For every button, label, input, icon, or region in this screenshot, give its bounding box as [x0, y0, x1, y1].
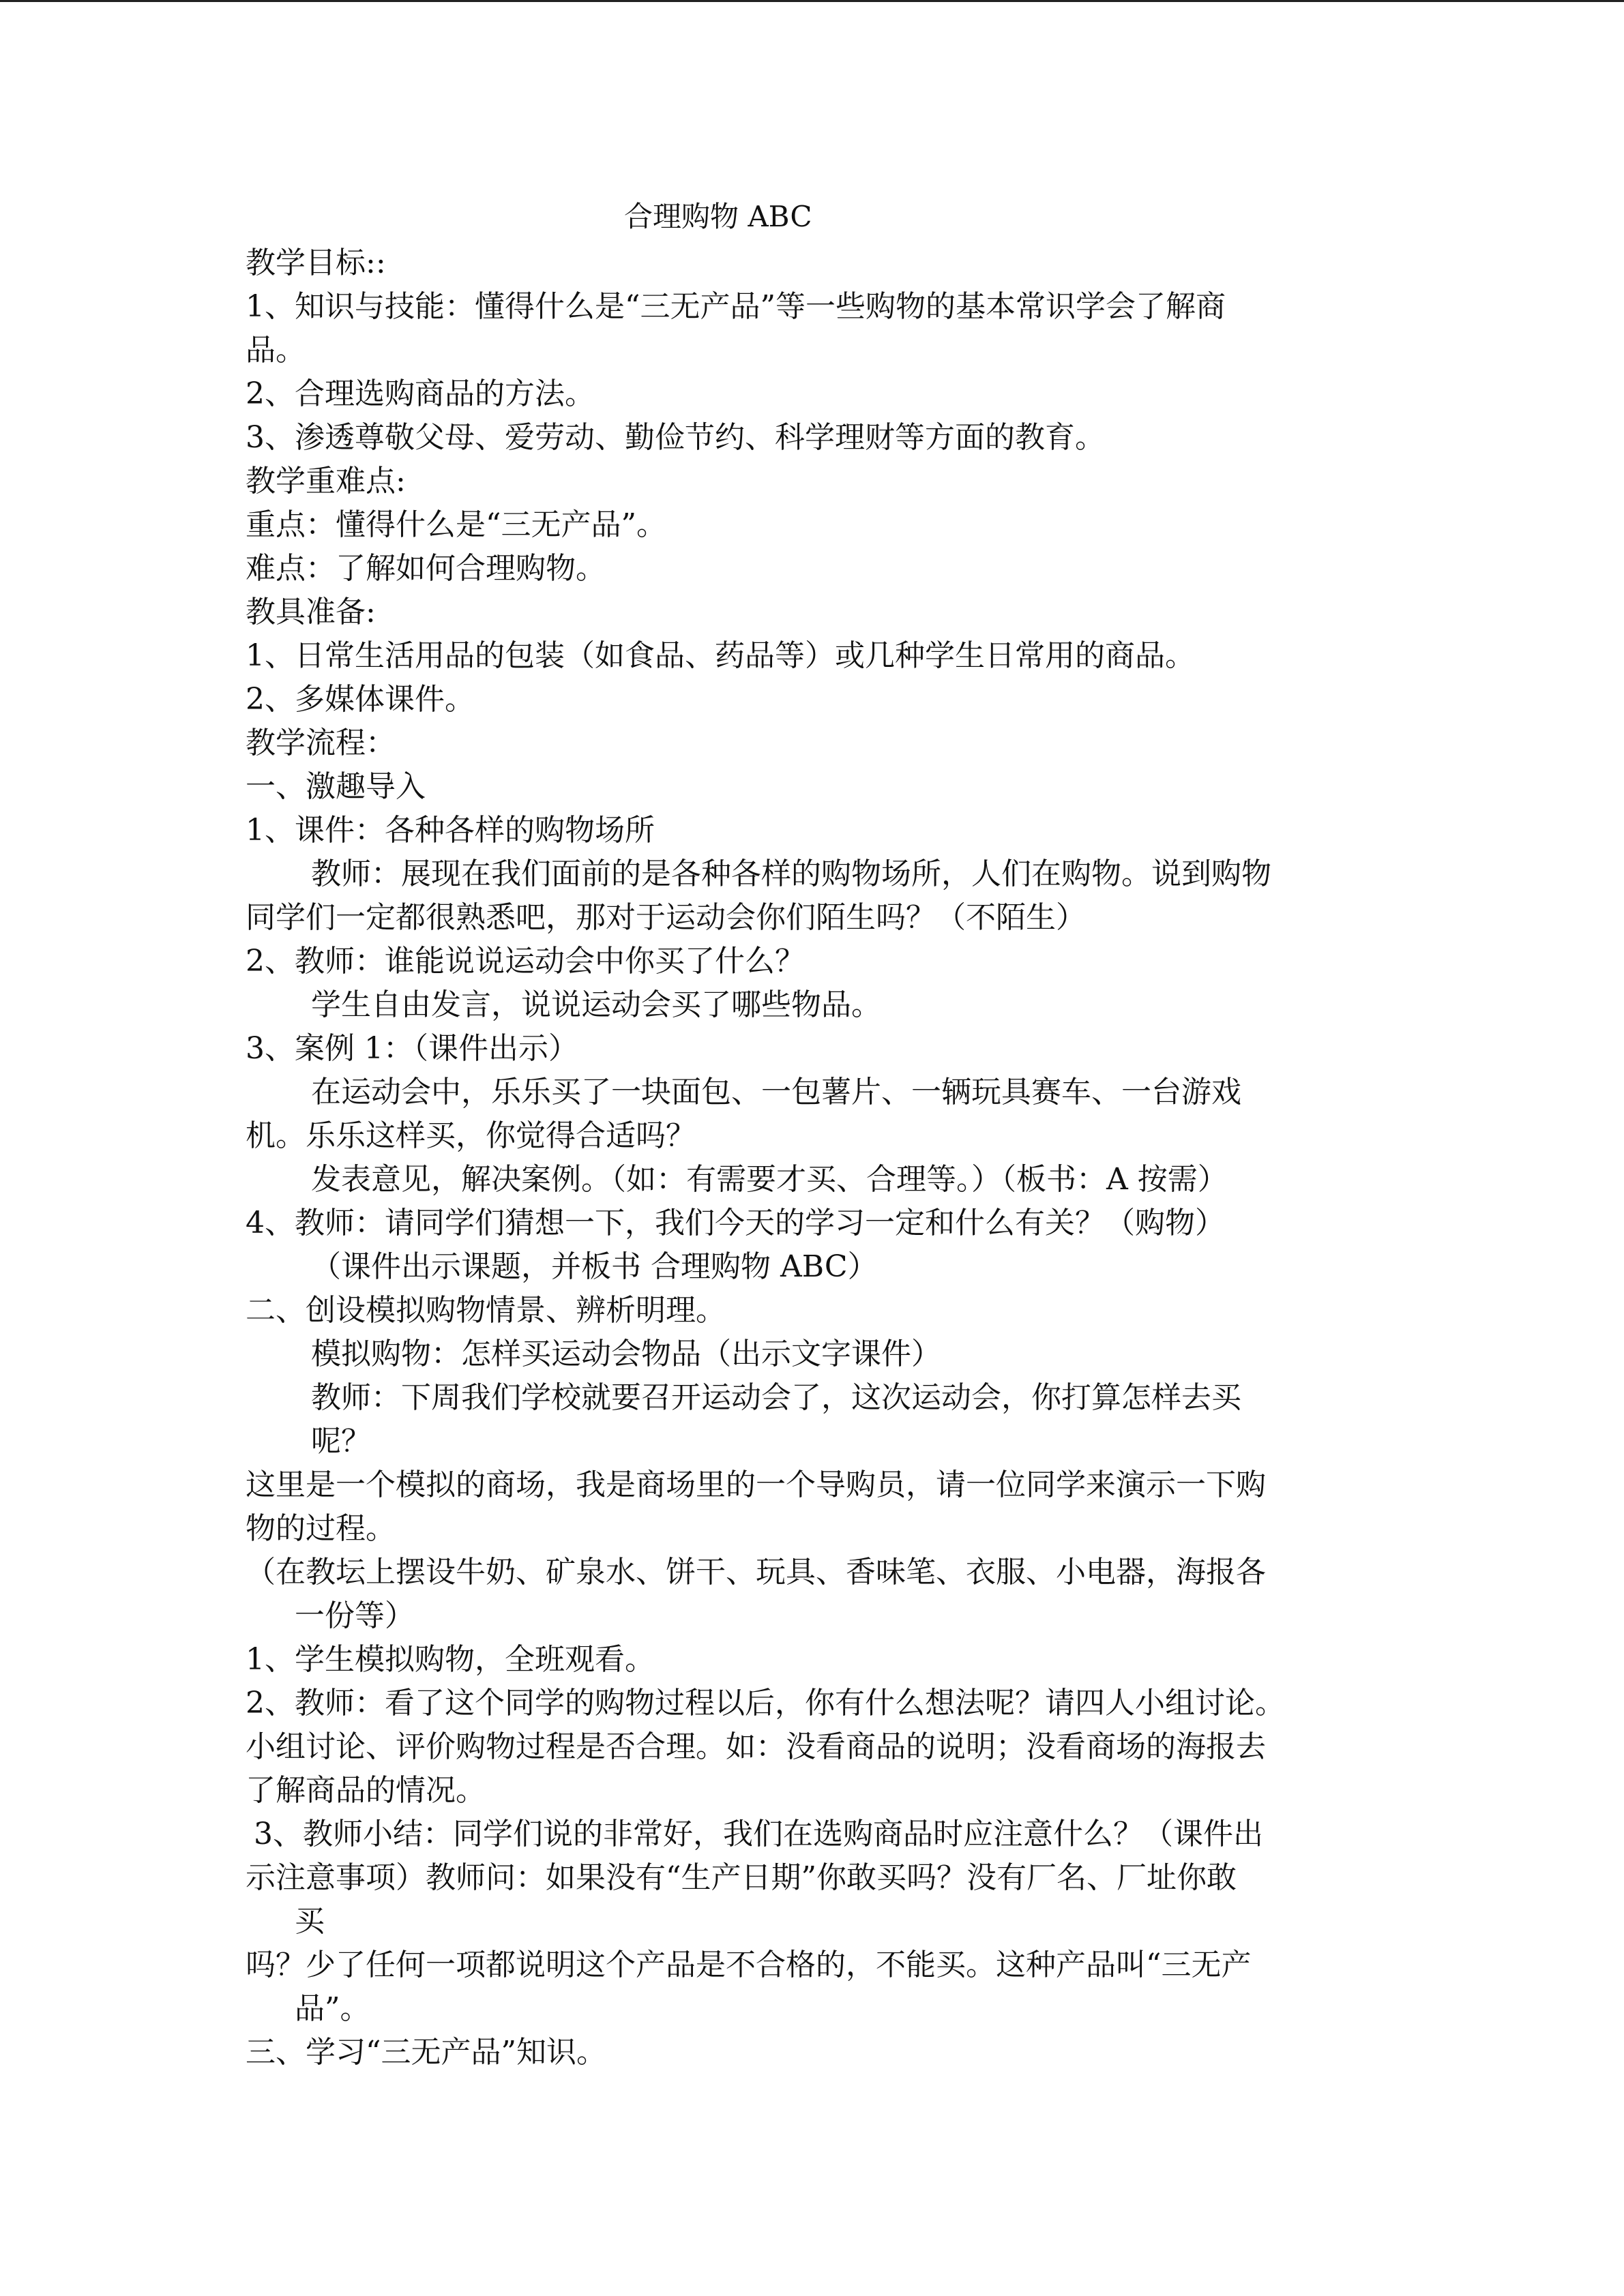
simulation-mall-line-1: 这里是一个模拟的商场，我是商场里的一个导购员，请一位同学来演示一下购: [246, 1467, 1266, 1502]
simulation-teacher-line-1: 教师：下周我们学校就要召开运动会了，这次运动会，你打算怎样去买: [311, 1380, 1241, 1415]
simulation-props-line-2: 一份等）: [295, 1598, 415, 1633]
step-1-2-student: 学生自由发言，说说运动会买了哪些物品。: [311, 987, 881, 1022]
step-1-2: 2、教师：谁能说说运动会中你买了什么？: [246, 944, 805, 979]
objective-1-line-1: 1、知识与技能：懂得什么是“三无产品”等一些购物的基本常识学会了解商: [246, 289, 1226, 324]
key-point: 重点：懂得什么是“三无产品”。: [246, 507, 666, 542]
step-2-1: 1、学生模拟购物，全班观看。: [246, 1642, 655, 1677]
objective-3: 3、渗透尊敬父母、爱劳动、勤俭节约、科学理财等方面的教育。: [246, 420, 1105, 455]
section-3-heading: 三、学习“三无产品”知识。: [246, 2035, 606, 2070]
step-2-3-line-3: 买: [295, 1904, 325, 1939]
step-1-1-teacher-line-2: 同学们一定都很熟悉吧，那对于运动会你们陌生吗？（不陌生）: [246, 900, 1086, 935]
step-1-3: 3、案例 1：（课件出示）: [246, 1031, 578, 1066]
step-2-3-line-2: 示注意事项）教师问：如果没有“生产日期”你敢买吗？没有厂名、厂址你敢: [246, 1860, 1237, 1895]
simulation-title: 模拟购物：怎样买运动会物品（出示文字课件）: [311, 1337, 941, 1371]
objective-1-line-2: 品。: [246, 333, 306, 368]
document-title: 合理购物 ABC: [624, 200, 812, 233]
heading-teaching-process: 教学流程：: [246, 726, 396, 760]
simulation-mall-line-2: 物的过程。: [246, 1511, 396, 1546]
simulation-props-line-1: （在教坛上摆设牛奶、矿泉水、饼干、玩具、香味笔、衣服、小电器，海报各: [246, 1555, 1266, 1590]
heading-key-difficult-points: 教学重难点:: [246, 464, 406, 498]
case-1-discussion: 发表意见，解决案例。（如：有需要才买、合理等。）（板书：A 按需）: [311, 1162, 1228, 1197]
group-discussion-line-2: 了解商品的情况。: [246, 1773, 486, 1808]
step-1-4: 4、教师：请同学们猜想一下，我们今天的学习一定和什么有关？（购物）: [246, 1206, 1225, 1240]
heading-teaching-objectives: 教学目标::: [246, 245, 386, 280]
step-2-3-line-4: 吗？少了任何一项都说明这个产品是不合格的，不能买。这种产品叫“三无产: [246, 1948, 1252, 1982]
case-1-line-1: 在运动会中，乐乐买了一块面包、一包薯片、一辆玩具赛车、一台游戏: [311, 1075, 1241, 1109]
group-discussion-line-1: 小组讨论、评价购物过程是否合理。如：没看商品的说明；没看商场的海报去: [246, 1729, 1266, 1764]
step-1-1-teacher-line-1: 教师：展现在我们面前的是各种各样的购物场所，人们在购物。说到购物: [311, 856, 1271, 891]
aid-1: 1、日常生活用品的包装（如食品、药品等）或几种学生日常用的商品。: [246, 638, 1195, 673]
heading-teaching-aids: 教具准备:: [246, 595, 376, 629]
step-1-1: 1、课件：各种各样的购物场所: [246, 813, 655, 848]
section-2-heading: 二、创设模拟购物情景、辨析明理。: [246, 1293, 726, 1328]
objective-2: 2、合理选购商品的方法。: [246, 376, 595, 411]
step-2-2: 2、教师：看了这个同学的购物过程以后，你有什么想法呢？请四人小组讨论。: [246, 1686, 1285, 1720]
section-1-heading: 一、激趣导入: [246, 769, 426, 804]
case-1-line-2: 机。乐乐这样买，你觉得合适吗？: [246, 1118, 696, 1153]
document-body: [246, 192, 1364, 2074]
step-2-3-line-5: 品”。: [295, 1991, 370, 2026]
simulation-teacher-line-2: 呢？: [311, 1424, 371, 1459]
step-2-3-line-1: 3、教师小结：同学们说的非常好，我们在选购商品时应注意什么？（课件出: [254, 1817, 1263, 1851]
page-top-border: [0, 0, 1624, 2]
aid-2: 2、多媒体课件。: [246, 682, 475, 717]
difficult-point: 难点：了解如何合理购物。: [246, 551, 606, 586]
step-1-4-note: （课件出示课题，并板书 合理购物 ABC）: [311, 1249, 878, 1284]
